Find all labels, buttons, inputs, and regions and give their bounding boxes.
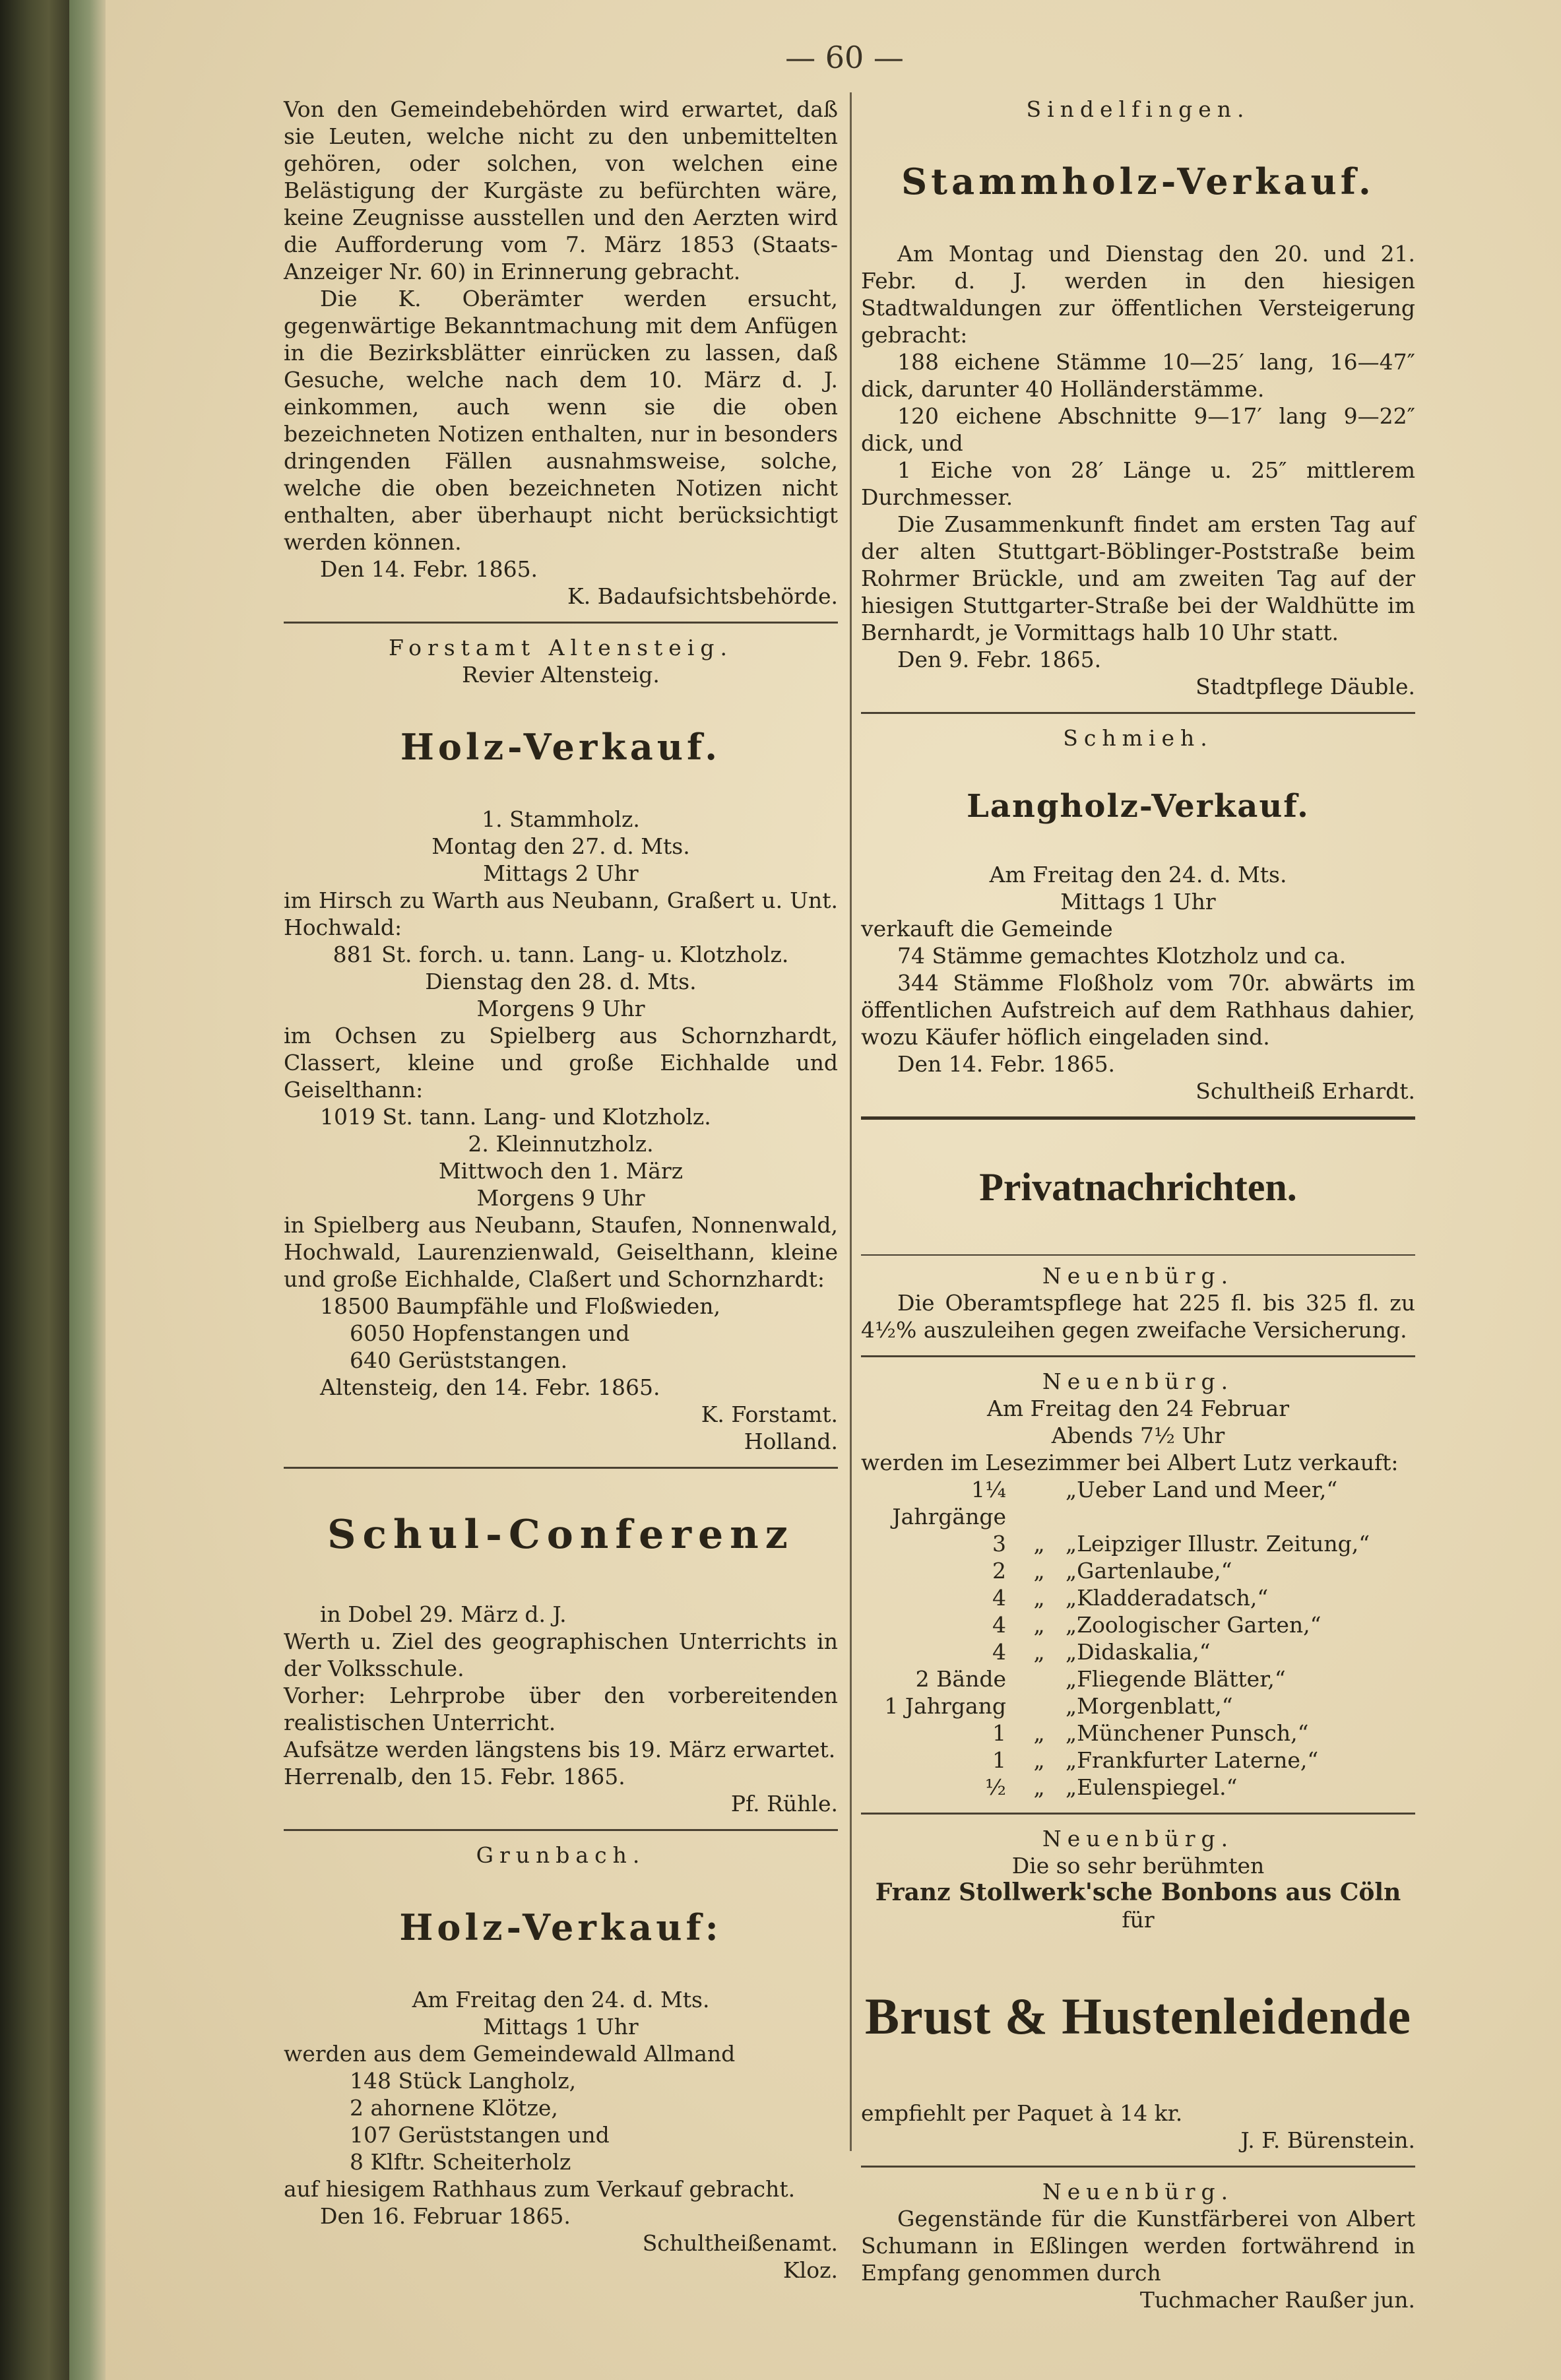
- list-item-ditto: „: [1033, 1531, 1045, 1557]
- notice-date: Den 14. Febr. 1865.: [320, 556, 538, 582]
- schmieh-place: Schmieh.: [1063, 725, 1213, 751]
- notice-text-2: Die K. Oberämter werden ersucht, gegenwärtige Bekanntmachung mit dem Anfügen in die Bezirksblätter einrücken zu lassen, daß Gesuche, welche nach dem 10. März d. J. einkommen, auch wenn sie die oben bezeichneten Notizen enthalten, nur in besonders dringenden Fällen ausnahmsweise, solche, welche die oben bezeichneten Notizen nicht enthalten, aber überhaupt nicht berücksichtigt werden können.: [284, 286, 838, 555]
- bonbon-signature: J. F. Bürenstein.: [1240, 2127, 1415, 2153]
- separator: [861, 2166, 1415, 2168]
- column-divider: [850, 92, 852, 2151]
- neuenburg-time: Abends 7½ Uhr: [1051, 1423, 1225, 1448]
- neuenburg-place: Neuenbürg.: [1042, 2179, 1234, 2204]
- right-column: [861, 96, 1415, 2313]
- list-item-count: 1 Jahrgang: [884, 1693, 1006, 1719]
- list-item-count: ½: [985, 1774, 1006, 1800]
- date-1: Montag den 27. d. Mts.: [431, 833, 690, 859]
- grunbach-sig-1: Schultheißenamt.: [642, 2230, 838, 2256]
- neuenburg-intro: werden im Lesezimmer bei Albert Lutz verkauft:: [861, 1450, 1399, 1475]
- neuenburg-place: Neuenbürg.: [1042, 1368, 1234, 1394]
- forstamt-notice: [284, 634, 838, 1455]
- schmieh-item-1: 74 Stämme gemachtes Klotzholz und ca.: [897, 943, 1347, 969]
- neuenburg-place: Neuenbürg.: [1042, 1263, 1234, 1289]
- separator: [861, 1355, 1415, 1357]
- list-item-count: 4: [992, 1585, 1006, 1611]
- list-item-title: „Morgenblatt,“: [1066, 1693, 1233, 1719]
- notice-badaufsicht: [284, 96, 838, 610]
- time-3: Morgens 9 Uhr: [476, 1185, 645, 1211]
- schmieh-date-line: Den 14. Febr. 1865.: [897, 1051, 1116, 1077]
- grunbach-date: Am Freitag den 24. d. Mts.: [412, 1987, 710, 2012]
- forstamt-sig-2: Holland.: [744, 1429, 838, 1454]
- schul-signature: Pf. Rühle.: [730, 1791, 838, 1817]
- list-item-count: 1¼ Jahrgänge: [892, 1477, 1006, 1529]
- separator: [861, 1813, 1415, 1815]
- list-item: 107 Gerüststangen und: [350, 2122, 610, 2148]
- neuenburg-place: Neuenbürg.: [1042, 1826, 1234, 1851]
- grunbach-intro: werden aus dem Gemeindewald Allmand: [284, 2041, 736, 2067]
- forstamt-date: Altensteig, den 14. Febr. 1865.: [320, 1374, 660, 1400]
- place-2: im Ochsen zu Spielberg aus Schornzhardt, Classert, kleine und große Eichhalde und Geiselthann:: [284, 1023, 838, 1103]
- list-item-title: „Münchener Punsch,“: [1066, 1720, 1309, 1746]
- revier-line: Revier Altensteig.: [462, 662, 660, 688]
- list-item: 1 Eiche von 28′ Länge u. 25″ mittlerem Durchmesser.: [861, 457, 1415, 510]
- schmieh-signature: Schultheiß Erhardt.: [1195, 1078, 1415, 1104]
- grunbach-heading: Holz-Verkauf:: [399, 1906, 722, 1948]
- list-item-title: „Kladderadatsch,“: [1066, 1585, 1269, 1611]
- schmieh-time: Mittags 1 Uhr: [1060, 889, 1216, 915]
- list-item: 640 Gerüststangen.: [350, 1347, 568, 1373]
- list-item-count: 2 Bände: [915, 1666, 1006, 1692]
- list-item-title: „Didaskalia,“: [1066, 1639, 1211, 1665]
- schul-conferenz-notice: [284, 1508, 838, 1817]
- list-item: 188 eichene Stämme 10—25′ lang, 16—47″ dick, darunter 40 Holländerstämme.: [861, 349, 1415, 402]
- list-item-ditto: „: [1033, 1747, 1045, 1773]
- page-edge: [69, 0, 106, 2380]
- list-item-count: 3: [992, 1531, 1006, 1557]
- amount-2: 1019 St. tann. Lang- und Klotzholz.: [320, 1104, 711, 1130]
- list-item-title: „Zoologischer Garten,“: [1066, 1612, 1322, 1638]
- list-item: 8 Klftr. Scheiterholz: [350, 2149, 571, 2175]
- notice-text: Von den Gemeindebehörden wird erwartet, daß sie Leuten, welche nicht zu den unbemittelten gehören, oder solchen, von welchen eine Belästigung der Kurgäste zu befürchten wäre, keine Zeugnisse ausstellen und den Aerzten wird die Aufforderung vom 7. März 1853 (Staats-Anzeiger Nr. 60) in Erinnerung gebracht.: [284, 96, 838, 284]
- list-item-ditto: „: [1033, 1720, 1045, 1746]
- neuenburg-date: Am Freitag den 24 Februar: [986, 1396, 1290, 1421]
- sindelfingen-place: Sindelfingen.: [1026, 96, 1250, 122]
- grunbach-date-line: Den 16. Februar 1865.: [320, 2203, 571, 2229]
- bonbon-line-2: Franz Stollwerk'sche Bonbons aus Cöln: [875, 1879, 1401, 1906]
- list-item-ditto: „: [1033, 1585, 1045, 1611]
- bonbon-line-1: Die so sehr berühmten: [1011, 1853, 1265, 1879]
- list-item-title: „Frankfurter Laterne,“: [1066, 1747, 1319, 1773]
- list-item-ditto: „: [1033, 1612, 1045, 1638]
- list-item-count: 4: [992, 1612, 1006, 1638]
- kunstfaerberei-text: Gegenstände für die Kunstfärberei von Albert Schumann in Eßlingen werden fortwährend in Empfang genommen durch: [861, 2206, 1415, 2286]
- schmieh-item-2: 344 Stämme Floßholz vom 70r. abwärts im öffentlichen Aufstreich auf dem Rathhaus dahier, wozu Käufer höflich eingeladen sind.: [861, 970, 1415, 1050]
- separator: [284, 1829, 838, 1831]
- list-item-ditto: [1013, 1692, 1066, 1720]
- stammholz-heading: Stammholz-Verkauf.: [901, 160, 1375, 203]
- list-item-count: 4: [992, 1639, 1006, 1665]
- neuenburg-notice-2: [861, 1368, 1415, 1801]
- bonbon-line-4: empfiehlt per Paquet à 14 kr.: [861, 2100, 1183, 2126]
- notice-signature: K. Badaufsichtsbehörde.: [567, 583, 838, 609]
- sindelfingen-text-2: Die Zusammenkunft findet am ersten Tag auf der alten Stuttgart-Böblinger-Poststraße beim Rohrmer Brückle, und am zweiten Tag auf der hiesigen Stuttgarter-Straße bei der Waldhütte im Bernhardt, je Vormittags halb 10 Uhr statt.: [861, 511, 1415, 645]
- schul-line-4: Aufsätze werden längstens bis 19. März erwartet.: [284, 1737, 836, 1762]
- neuenburg-notice-3: [861, 1825, 1415, 2154]
- date-3: Mittwoch den 1. März: [438, 1158, 684, 1184]
- holz-verkauf-heading: Holz-Verkauf.: [400, 726, 722, 768]
- grunbach-notice: [284, 1842, 838, 2284]
- list-item-count: 2: [992, 1558, 1006, 1584]
- list-item-title: „Ueber Land und Meer,“: [1066, 1477, 1338, 1502]
- grunbach-outro: auf hiesigem Rathhaus zum Verkauf gebracht.: [284, 2176, 796, 2202]
- list-item-ditto: „: [1033, 1639, 1045, 1665]
- bonbon-line-3: für: [1122, 1907, 1155, 1933]
- time-1: Mittags 2 Uhr: [483, 860, 639, 886]
- sindelfingen-signature: Stadtpflege Däuble.: [1195, 674, 1415, 699]
- list-item: 148 Stück Langholz,: [350, 2068, 577, 2094]
- book-binding: [0, 0, 69, 2380]
- amount-1: 881 St. forch. u. tann. Lang- u. Klotzholz.: [333, 942, 789, 967]
- neuenburg-notice-1: [861, 1262, 1415, 1343]
- grunbach-place: Grunbach.: [476, 1842, 646, 1868]
- left-column: [284, 96, 838, 2284]
- place-3: in Spielberg aus Neubann, Staufen, Nonnenwald, Hochwald, Laurenzienwald, Geiselthann, kleine und große Eichhalde, Claßert und Schornzhardt:: [284, 1212, 838, 1292]
- separator: [284, 1467, 838, 1469]
- neuenburg-text: Die Oberamtspflege hat 225 fl. bis 325 fl. zu 4½% auszuleihen gegen zweifache Versicherung.: [861, 1290, 1415, 1343]
- list-item: 18500 Baumpfähle und Floßwieden,: [320, 1293, 720, 1319]
- neuenburg-notice-4: [861, 2178, 1415, 2313]
- schul-line-5: Herrenalb, den 15. Febr. 1865.: [284, 1764, 625, 1789]
- schmieh-date: Am Freitag den 24. d. Mts.: [989, 862, 1287, 887]
- list-item-title: „Leipziger Illustr. Zeitung,“: [1066, 1531, 1370, 1557]
- schmieh-intro: verkauft die Gemeinde: [861, 916, 1113, 942]
- list-item-ditto: „: [1033, 1774, 1045, 1800]
- forstamt-title: Forstamt Altensteig.: [389, 635, 733, 660]
- schmieh-notice: [861, 724, 1415, 1105]
- date-2: Dienstag den 28. d. Mts.: [425, 969, 697, 994]
- list-item-title: „Gartenlaube,“: [1066, 1558, 1232, 1584]
- separator: [861, 1116, 1415, 1120]
- kunstfaerberei-signature: Tuchmacher Raußer jun.: [1139, 2287, 1415, 2313]
- privatnachrichten-heading: Privatnachrichten.: [979, 1165, 1297, 1209]
- magazine-list: [861, 1476, 1415, 1801]
- separator: [861, 1254, 1415, 1256]
- list-item-title: „Fliegende Blätter,“: [1066, 1666, 1286, 1692]
- list-item: 6050 Hopfenstangen und: [350, 1320, 630, 1346]
- time-2: Morgens 9 Uhr: [476, 996, 645, 1021]
- sindelfingen-date: Den 9. Febr. 1865.: [897, 647, 1102, 672]
- section-stammholz: 1. Stammholz.: [482, 806, 640, 832]
- list-item-title: „Eulenspiegel.“: [1066, 1774, 1238, 1800]
- separator: [861, 712, 1415, 714]
- separator: [284, 622, 838, 624]
- brust-heading: Brust & Hustenleidende: [864, 1987, 1412, 2045]
- grunbach-time: Mittags 1 Uhr: [483, 2014, 639, 2040]
- page-number: — 60 —: [785, 40, 904, 75]
- list-item-ditto: [1013, 1476, 1066, 1530]
- forstamt-sig-1: K. Forstamt.: [701, 1401, 838, 1427]
- schul-conferenz-heading: Schul-Conferenz: [327, 1512, 794, 1558]
- list-item: 2 ahornene Klötze,: [350, 2095, 558, 2121]
- langholz-heading: Langholz-Verkauf.: [967, 788, 1310, 825]
- grunbach-sig-2: Kloz.: [783, 2257, 838, 2283]
- list-item: 120 eichene Abschnitte 9—17′ lang 9—22″ dick, und: [861, 403, 1415, 456]
- list-item-count: 1: [992, 1747, 1006, 1773]
- sindelfingen-notice: [861, 96, 1415, 700]
- list-item-ditto: [1013, 1665, 1066, 1692]
- schul-line-1: in Dobel 29. März d. J.: [320, 1601, 567, 1627]
- place-1: im Hirsch zu Warth aus Neubann, Graßert u. Unt. Hochwald:: [284, 887, 838, 940]
- list-item-ditto: „: [1033, 1558, 1045, 1584]
- schul-line-2: Werth u. Ziel des geographischen Unterrichts in der Volksschule.: [284, 1628, 838, 1681]
- sindelfingen-text: Am Montag und Dienstag den 20. und 21. Febr. d. J. werden in den hiesigen Stadtwaldungen zur öffentlichen Versteigerung gebracht:: [861, 241, 1415, 348]
- list-item-count: 1: [992, 1720, 1006, 1746]
- schul-line-3: Vorher: Lehrprobe über den vorbereitenden realistischen Unterricht.: [284, 1683, 838, 1735]
- section-kleinnutzholz: 2. Kleinnutzholz.: [468, 1131, 654, 1157]
